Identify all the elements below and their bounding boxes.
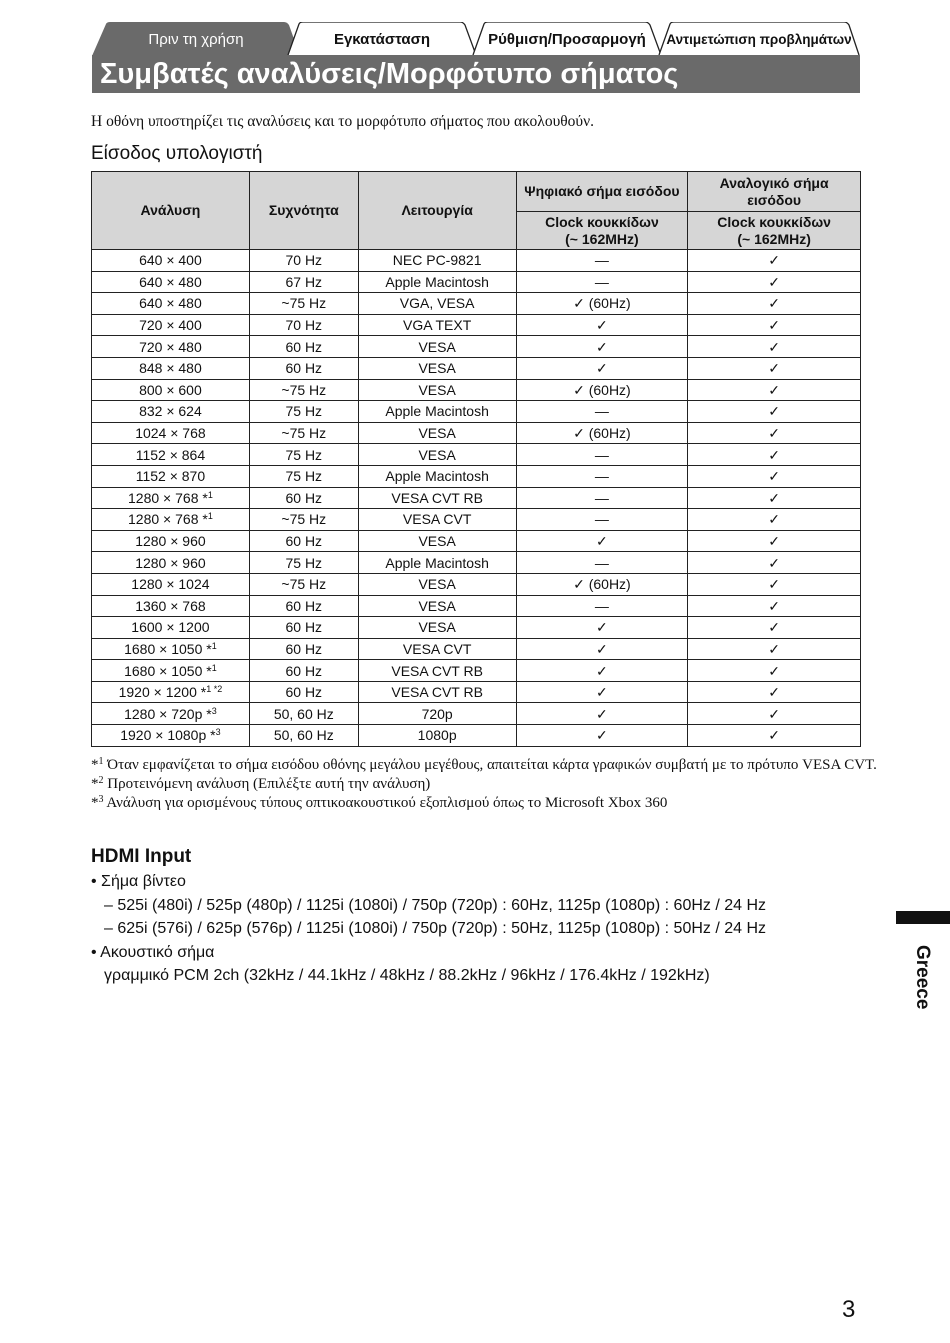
cell-digital: ✓ (60Hz) xyxy=(516,422,688,444)
cell-mode: Apple Macintosh xyxy=(358,271,516,293)
cell-frequency: 75 Hz xyxy=(249,465,358,487)
cell-mode: 1080p xyxy=(358,725,516,747)
footnote-text: Προτεινόμενη ανάλυση (Επιλέξτε αυτή την ανάλυση) xyxy=(103,776,431,792)
cell-analog: ✓ xyxy=(688,530,861,552)
cell-frequency: ~75 Hz xyxy=(249,509,358,531)
table-row xyxy=(92,530,861,552)
footnote-number: 3 xyxy=(98,794,104,805)
cell-frequency: 70 Hz xyxy=(249,250,358,272)
cell-mode: Apple Macintosh xyxy=(358,401,516,423)
cell-digital: — xyxy=(516,465,688,487)
language-side-label: Greece xyxy=(912,945,933,1010)
table-row xyxy=(92,250,861,272)
cell-digital: — xyxy=(516,444,688,466)
cell-resolution xyxy=(92,422,250,444)
video-signal-line: – 525i (480i) / 525p (480p) / 1125i (1080i) / 750p (720p) : 60Hz, 1125p (1080p) : 60Hz / 24 Hz xyxy=(104,896,767,914)
cell-frequency: 50, 60 Hz xyxy=(249,725,358,747)
header-clock-line2: (~ 162MHz) xyxy=(737,230,811,247)
resolution-table xyxy=(91,171,861,747)
cell-analog: ✓ xyxy=(688,379,861,401)
cell-digital: — xyxy=(516,271,688,293)
footnote-number: 2 xyxy=(98,775,104,786)
audio-signal-label: • Ακουστικό σήμα xyxy=(91,943,215,961)
tab-bar xyxy=(92,22,860,56)
cell-digital: ✓ (60Hz) xyxy=(516,379,688,401)
footnote-2 xyxy=(91,775,877,794)
cell-frequency: 60 Hz xyxy=(249,660,358,682)
cell-digital: ✓ xyxy=(516,703,688,725)
cell-analog: ✓ xyxy=(688,638,861,660)
resolution-value: 1920 × 1200 * xyxy=(118,684,207,701)
footnote-ref: 1 xyxy=(207,489,213,500)
cell-mode: VESA xyxy=(358,357,516,379)
footnote-mark: * xyxy=(91,795,99,811)
footnote-mark: * xyxy=(91,757,99,773)
cell-analog: ✓ xyxy=(688,509,861,531)
cell-mode: VESA xyxy=(358,422,516,444)
cell-analog: ✓ xyxy=(688,250,861,272)
table-body xyxy=(92,250,861,747)
table-row xyxy=(92,465,861,487)
cell-frequency: 60 Hz xyxy=(249,595,358,617)
footnote-text: Ανάλυση για ορισμένους τύπους οπτικοακουστικού εξοπλισμού όπως το Microsoft Xbox 360 xyxy=(103,795,668,811)
tab-label: Πριν τη χρήση xyxy=(148,31,244,48)
cell-frequency: 60 Hz xyxy=(249,617,358,639)
cell-digital: — xyxy=(516,401,688,423)
table-row xyxy=(92,638,861,660)
resolution-value: 1680 × 1050 * xyxy=(124,640,212,657)
tab-label: Εγκατάσταση xyxy=(333,31,431,48)
cell-resolution xyxy=(92,573,250,595)
footnote-ref: 1 xyxy=(211,662,217,673)
header-clock-line1: Clock κουκκίδων xyxy=(545,213,659,230)
cell-analog: ✓ xyxy=(688,314,861,336)
hdmi-spec-list xyxy=(91,870,766,988)
cell-mode: Apple Macintosh xyxy=(358,552,516,574)
resolution-value: 1920 × 1080p * xyxy=(120,727,216,744)
page-title: Συμβατές αναλύσεις/Μορφότυπο σήματος xyxy=(100,58,679,90)
cell-frequency: ~75 Hz xyxy=(249,422,358,444)
cell-analog: ✓ xyxy=(688,271,861,293)
cell-analog: ✓ xyxy=(688,595,861,617)
cell-digital: ✓ xyxy=(516,638,688,660)
footnote-ref: 1 xyxy=(207,511,213,522)
cell-frequency: 50, 60 Hz xyxy=(249,703,358,725)
cell-analog: ✓ xyxy=(688,465,861,487)
cell-resolution xyxy=(92,509,250,531)
header-analog-line2: εισόδου xyxy=(747,191,802,208)
cell-analog: ✓ xyxy=(688,617,861,639)
cell-digital: ✓ xyxy=(516,530,688,552)
cell-mode: NEC PC-9821 xyxy=(358,250,516,272)
table-row xyxy=(92,573,861,595)
cell-analog: ✓ xyxy=(688,422,861,444)
resolution-value: 1280 × 720p * xyxy=(124,705,212,722)
cell-digital: — xyxy=(516,595,688,617)
footnote-number: 1 xyxy=(98,756,104,767)
cell-digital: ✓ xyxy=(516,357,688,379)
cell-frequency: ~75 Hz xyxy=(249,293,358,315)
footnote-mark: * xyxy=(91,776,99,792)
section-heading-computer-input: Είσοδος υπολογιστή xyxy=(91,143,263,164)
cell-analog: ✓ xyxy=(688,401,861,423)
cell-mode: VESA xyxy=(358,444,516,466)
cell-digital: ✓ (60Hz) xyxy=(516,573,688,595)
cell-mode: VESA CVT RB xyxy=(358,681,516,703)
cell-digital: — xyxy=(516,509,688,531)
resolution-value: 1280 × 768 * xyxy=(128,511,208,528)
cell-mode: VESA xyxy=(358,573,516,595)
header-mode: Λειτουργία xyxy=(358,172,516,250)
cell-digital: ✓ xyxy=(516,660,688,682)
resolution-value: 1280 × 768 * xyxy=(128,489,208,506)
table-row xyxy=(92,357,861,379)
resolution-value: 720 × 400 xyxy=(139,317,202,334)
cell-analog: ✓ xyxy=(688,552,861,574)
cell-analog: ✓ xyxy=(688,293,861,315)
table-row xyxy=(92,703,861,725)
resolution-value: 832 × 624 xyxy=(139,403,202,420)
tab-settings[interactable] xyxy=(472,22,662,56)
table-row xyxy=(92,487,861,509)
table-row xyxy=(92,595,861,617)
page-number: 3 xyxy=(842,1296,856,1323)
cell-digital: ✓ xyxy=(516,314,688,336)
table-row xyxy=(92,401,861,423)
cell-resolution xyxy=(92,530,250,552)
resolution-value: 848 × 480 xyxy=(139,360,202,377)
cell-resolution xyxy=(92,401,250,423)
resolution-value: 720 × 480 xyxy=(139,338,202,355)
cell-resolution xyxy=(92,465,250,487)
cell-mode: VESA xyxy=(358,595,516,617)
footnote-ref: 1 *2 xyxy=(206,684,223,695)
table-row xyxy=(92,336,861,358)
cell-digital: ✓ xyxy=(516,681,688,703)
resolution-value: 1680 × 1050 * xyxy=(124,662,212,679)
cell-resolution xyxy=(92,293,250,315)
cell-mode: 720p xyxy=(358,703,516,725)
table-row xyxy=(92,444,861,466)
cell-mode: VESA xyxy=(358,617,516,639)
tab-before-use[interactable] xyxy=(92,22,300,56)
cell-analog: ✓ xyxy=(688,681,861,703)
header-clock-line2: (~ 162MHz) xyxy=(565,230,639,247)
cell-frequency: 60 Hz xyxy=(249,681,358,703)
table-row xyxy=(92,509,861,531)
tab-label: Ρύθμιση/Προσαρμογή xyxy=(488,31,646,48)
cell-mode: Apple Macintosh xyxy=(358,465,516,487)
tab-troubleshooting[interactable] xyxy=(658,22,860,56)
cell-frequency: 60 Hz xyxy=(249,530,358,552)
cell-resolution xyxy=(92,552,250,574)
cell-mode: VESA CVT RB xyxy=(358,660,516,682)
resolution-value: 1024 × 768 xyxy=(135,425,206,442)
cell-resolution xyxy=(92,725,250,747)
cell-analog: ✓ xyxy=(688,487,861,509)
cell-analog: ✓ xyxy=(688,703,861,725)
cell-resolution xyxy=(92,595,250,617)
cell-digital: ✓ xyxy=(516,617,688,639)
cell-frequency: 60 Hz xyxy=(249,336,358,358)
footnote-ref: 3 xyxy=(211,705,217,716)
cell-mode: VESA CVT xyxy=(358,509,516,531)
resolution-value: 640 × 480 xyxy=(139,295,202,312)
footnote-ref: 1 xyxy=(211,640,217,651)
cell-analog: ✓ xyxy=(688,660,861,682)
resolution-value: 1600 × 1200 xyxy=(131,619,210,636)
resolution-value: 640 × 480 xyxy=(139,273,202,290)
title-bar xyxy=(92,55,860,93)
cell-analog: ✓ xyxy=(688,357,861,379)
cell-mode: VESA CVT xyxy=(358,638,516,660)
resolution-value: 1280 × 1024 xyxy=(131,576,210,593)
header-resolution: Ανάλυση xyxy=(92,172,250,250)
section-heading-hdmi: HDMI Input xyxy=(91,846,192,867)
cell-frequency: 75 Hz xyxy=(249,552,358,574)
cell-frequency: ~75 Hz xyxy=(249,573,358,595)
cell-mode: VESA xyxy=(358,379,516,401)
resolution-value: 640 × 400 xyxy=(139,252,202,269)
resolution-value: 1280 × 960 xyxy=(135,533,206,550)
cell-resolution xyxy=(92,271,250,293)
cell-analog: ✓ xyxy=(688,573,861,595)
resolution-value: 1152 × 870 xyxy=(135,468,206,485)
cell-analog: ✓ xyxy=(688,725,861,747)
cell-analog: ✓ xyxy=(688,444,861,466)
cell-digital: — xyxy=(516,487,688,509)
header-dot-clock-analog xyxy=(688,212,861,250)
footnote-ref: 3 xyxy=(215,727,221,738)
video-signal-label: • Σήμα βίντεο xyxy=(91,873,186,890)
header-analog xyxy=(688,172,861,212)
cell-digital: — xyxy=(516,552,688,574)
table-row xyxy=(92,379,861,401)
cell-mode: VGA, VESA xyxy=(358,293,516,315)
cell-resolution xyxy=(92,444,250,466)
table-row xyxy=(92,681,861,703)
cell-resolution xyxy=(92,336,250,358)
cell-frequency: 75 Hz xyxy=(249,401,358,423)
cell-frequency: 60 Hz xyxy=(249,357,358,379)
cell-resolution xyxy=(92,379,250,401)
resolution-value: 1280 × 960 xyxy=(135,554,206,571)
cell-resolution xyxy=(92,250,250,272)
table-row xyxy=(92,660,861,682)
footnote-1 xyxy=(91,756,877,775)
cell-frequency: ~75 Hz xyxy=(249,379,358,401)
cell-mode: VESA CVT RB xyxy=(358,487,516,509)
table-row xyxy=(92,271,861,293)
cell-digital: ✓ (60Hz) xyxy=(516,293,688,315)
cell-digital: ✓ xyxy=(516,336,688,358)
cell-resolution xyxy=(92,638,250,660)
cell-frequency: 67 Hz xyxy=(249,271,358,293)
intro-text: Η οθόνη υποστηρίζει τις αναλύσεις και το μορφότυπο σήματος που ακολουθούν. xyxy=(91,113,594,130)
cell-resolution xyxy=(92,617,250,639)
cell-resolution xyxy=(92,357,250,379)
footnote-3 xyxy=(91,794,877,813)
table-row xyxy=(92,725,861,747)
cell-mode: VGA TEXT xyxy=(358,314,516,336)
cell-resolution xyxy=(92,703,250,725)
cell-digital: — xyxy=(516,250,688,272)
cell-frequency: 60 Hz xyxy=(249,638,358,660)
cell-frequency: 60 Hz xyxy=(249,487,358,509)
cell-mode: VESA xyxy=(358,336,516,358)
header-analog-line1: Αναλογικό σήμα xyxy=(719,174,829,191)
video-signal-line: – 625i (576i) / 625p (576p) / 1125i (1080i) / 750p (720p) : 50Hz, 1125p (1080p) : 50Hz / 24 Hz xyxy=(104,920,767,937)
table-row xyxy=(92,314,861,336)
cell-digital: ✓ xyxy=(516,725,688,747)
side-marker-bar xyxy=(896,911,950,924)
audio-signal-line: γραμμικό PCM 2ch (32kHz / 44.1kHz / 48kHz / 88.2kHz / 96kHz / 176.4kHz / 192kHz) xyxy=(104,967,710,984)
header-digital: Ψηφιακό σήμα εισόδου xyxy=(516,172,688,212)
table-row xyxy=(92,617,861,639)
footnotes xyxy=(91,756,877,813)
tab-installation[interactable] xyxy=(287,22,477,56)
footnote-text: Όταν εμφανίζεται το σήμα εισόδου οθόνης μεγάλου μεγέθους, απαιτείται κάρτα γραφικών συμβατή με το πρότυπο VESA CVT. xyxy=(103,757,877,773)
cell-resolution xyxy=(92,681,250,703)
header-frequency: Συχνότητα xyxy=(249,172,358,250)
header-clock-line1: Clock κουκκίδων xyxy=(717,213,831,230)
table-row xyxy=(92,293,861,315)
resolution-value: 800 × 600 xyxy=(139,381,202,398)
cell-resolution xyxy=(92,660,250,682)
header-dot-clock-digital xyxy=(516,212,688,250)
cell-resolution xyxy=(92,487,250,509)
tab-label: Αντιμετώπιση προβλημάτων xyxy=(666,32,852,47)
cell-frequency: 75 Hz xyxy=(249,444,358,466)
cell-frequency: 70 Hz xyxy=(249,314,358,336)
table-row xyxy=(92,552,861,574)
cell-mode: VESA xyxy=(358,530,516,552)
table-row xyxy=(92,422,861,444)
cell-analog: ✓ xyxy=(688,336,861,358)
cell-resolution xyxy=(92,314,250,336)
resolution-value: 1360 × 768 xyxy=(135,597,206,614)
resolution-value: 1152 × 864 xyxy=(135,446,206,463)
